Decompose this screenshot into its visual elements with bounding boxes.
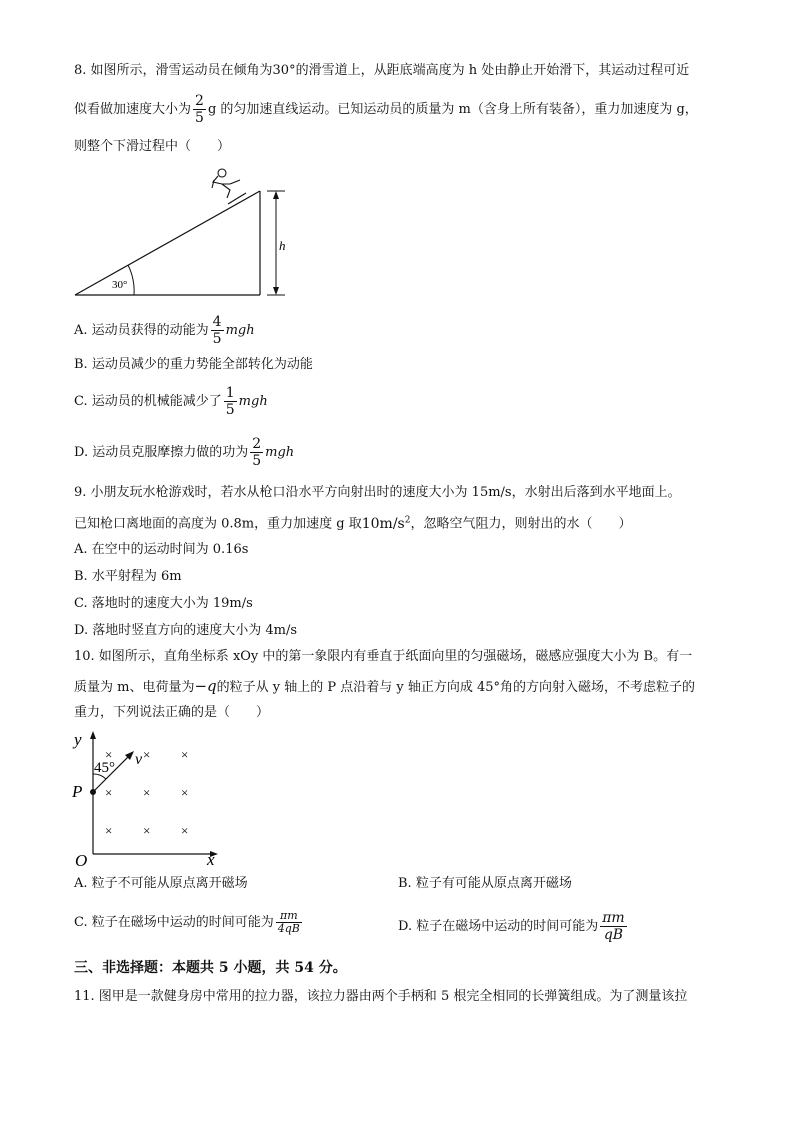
q8-option-c-text: C. 运动员的机械能减少了 (74, 394, 222, 409)
q9-option-c[interactable]: C. 落地时的速度大小为 19m/s (74, 596, 253, 611)
height-arrow-bottom (273, 287, 279, 295)
q8-accel-fraction (193, 93, 206, 126)
slope-angle-label: 30° (112, 279, 128, 291)
q8-frac-den: 5 (195, 110, 204, 126)
height-arrow-top (273, 191, 279, 199)
q8-c-num: 1 (225, 385, 235, 401)
q8-option-a[interactable] (74, 314, 255, 347)
field-mark: × (105, 747, 113, 762)
q8-option-d-fraction (250, 436, 263, 469)
q8-option-b[interactable]: B. 运动员减少的重力势能全部转化为动能 (74, 357, 313, 372)
field-mark: × (105, 785, 113, 800)
field-mark: × (143, 823, 151, 838)
q8-stem-line3: 则整个下滑过程中（ ） (74, 139, 231, 154)
field-mark: × (181, 747, 189, 762)
q10-option-c-fraction (276, 910, 302, 935)
q10-option-d[interactable] (398, 910, 629, 943)
q8-a-den: 5 (212, 331, 222, 347)
field-mark: × (105, 823, 113, 838)
q8-line2-post: g 的匀加速直线运动。已知运动员的质量为 m（含身上所有装备），重力加速度为 g， (207, 102, 698, 117)
q10-option-c-text: C. 粒子在磁场中运动的时间可能为 (74, 915, 274, 930)
field-marks (105, 747, 188, 838)
q10-stem-line2 (74, 677, 695, 697)
q8-d-den: 5 (252, 453, 262, 469)
q9-stem-line2 (74, 511, 631, 534)
q9-g-value-text: 10m/s (361, 515, 405, 532)
field-mark: × (181, 823, 189, 838)
point-p-label: P (72, 782, 83, 801)
height-label: h (279, 238, 286, 253)
q10-c-den: 4qB (277, 922, 300, 935)
q8-stem-line2 (74, 93, 698, 126)
q8-d-num: 2 (252, 436, 262, 452)
q9-option-b[interactable]: B. 水平射程为 6m (74, 569, 182, 584)
q8-slope-figure (70, 160, 295, 300)
field-mark: × (181, 785, 189, 800)
q10-option-a[interactable]: A. 粒子不可能从原点离开磁场 (74, 876, 248, 891)
q10-d-den: qB (603, 927, 624, 943)
q9-stem-line1: 9. 小朋友玩水枪游戏时，若水从枪口沿水平方向射出时的速度大小为 15m/s，水射出后落到水平地面上。 (74, 485, 681, 500)
q8-option-c-fraction (224, 385, 237, 418)
q11-stem-line1: 11. 图甲是一款健身房中常用的拉力器，该拉力器由两个手柄和 5 根完全相同的长弹簧组成。为了测量该拉 (74, 989, 688, 1004)
x-axis-label: x (207, 850, 215, 868)
q9-g-value (362, 516, 411, 532)
q8-frac-num: 2 (195, 93, 204, 109)
y-axis-label: y (74, 730, 82, 749)
q10-line2-pre: 质量为 m、电荷量为 (74, 680, 195, 695)
field-mark: × (143, 747, 151, 762)
q9-option-a[interactable]: A. 在空中的运动时间为 0.16s (74, 542, 249, 557)
q10-field-figure (68, 726, 228, 868)
slope-angle-arc (128, 265, 134, 295)
slope-incline-line (75, 191, 260, 295)
q8-option-a-expr: mgh (225, 323, 255, 338)
q8-option-a-fraction (211, 314, 224, 347)
q10-c-num: πm (276, 910, 302, 923)
q8-line2-pre: 似看做加速度大小为 (74, 102, 192, 117)
q9-line2-post: ，忽略空气阻力，则射出的水（ ） (410, 516, 632, 532)
angle-label-45: 45° (94, 760, 115, 776)
q10-d-num: πm (602, 910, 625, 926)
q10-option-b[interactable]: B. 粒子有可能从原点离开磁场 (398, 876, 572, 891)
q10-option-c[interactable] (74, 910, 304, 935)
q10-option-d-text: D. 粒子在磁场中运动的时间可能为 (398, 919, 599, 934)
q8-option-c-expr: mgh (238, 394, 268, 409)
section3-title: 三、非选择题：本题共 5 小题，共 54 分。 (74, 960, 347, 976)
q9-option-d[interactable]: D. 落地时竖直方向的速度大小为 4m/s (74, 623, 298, 638)
q8-a-num: 4 (212, 314, 222, 330)
q10-stem-line1: 10. 如图所示，直角坐标系 xOy 中的第一象限内有垂直于纸面向里的匀强磁场，磁感应强度大小为 B。有一 (74, 649, 693, 664)
y-axis-arrow (90, 731, 96, 739)
velocity-label: v (135, 751, 143, 768)
q9-g-exponent: 2 (404, 515, 411, 525)
q8-option-d[interactable] (74, 436, 294, 469)
q9-line2-pre: 已知枪口离地面的高度为 0.8m，重力加速度 g 取 (74, 516, 362, 532)
origin-label: O (75, 851, 88, 868)
skier-icon (212, 169, 246, 204)
q10-line2-post: 的粒子从 y 轴上的 P 点沿着与 y 轴正方向成 45°角的方向射入磁场，不考虑粒子的 (216, 680, 696, 695)
q8-option-d-expr: mgh (265, 445, 295, 460)
q8-option-d-text: D. 运动员克服摩擦力做的功为 (74, 445, 249, 460)
q8-c-den: 5 (225, 402, 235, 418)
q10-charge: −q (194, 677, 217, 695)
q10-stem-line3: 重力，下列说法正确的是（ ） (74, 705, 270, 720)
q8-option-c[interactable] (74, 385, 268, 418)
q8-option-a-text: A. 运动员获得的动能为 (74, 323, 209, 338)
field-mark: × (143, 785, 151, 800)
q10-option-d-fraction (600, 910, 626, 943)
q8-stem-line1: 8. 如图所示，滑雪运动员在倾角为30°的滑雪道上，从距底端高度为 h 处由静止开始滑下，其运动过程可近 (74, 63, 690, 78)
